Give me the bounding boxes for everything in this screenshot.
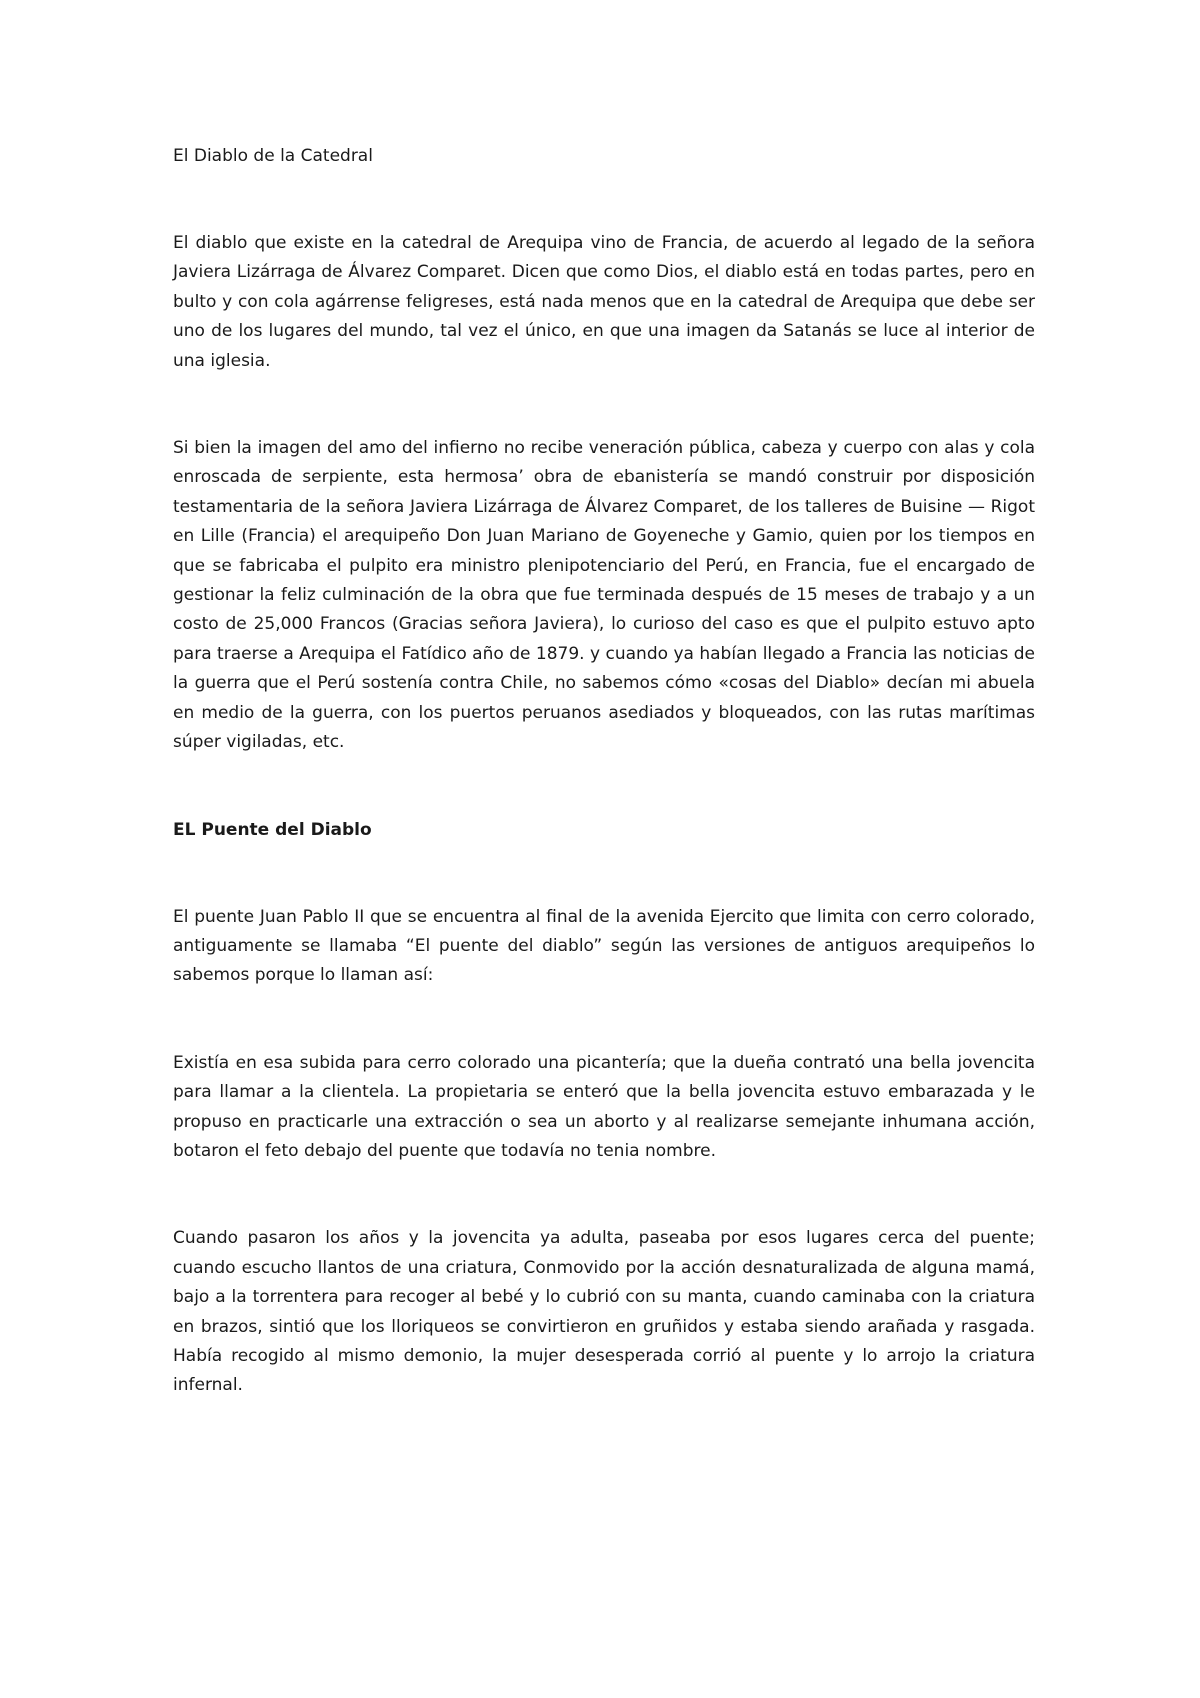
paragraph-cathedral-origin: El diablo que existe en la catedral de Arequipa vino de Francia, de acuerdo al legado de la señora Javiera Lizárraga de Álvarez Comparet. Dicen que como Dios, el diablo está en todas partes, pero en bulto y con cola agárrense feligreses, está nada menos que en la catedral de Arequipa que debe ser uno de los lugares del mundo, tal vez el único, en que una imagen da Satanás se luce al interior de una iglesia. <box>173 233 1035 371</box>
spacer <box>173 991 1035 1049</box>
paragraph-bridge-ending: Cuando pasaron los años y la jovencita ya adulta, paseaba por esos lugares cerca del puente; cuando escucho llantos de una criatura, Conmovido por la acción desnaturalizada de alguna mamá, bajo a la torrentera para recoger al bebé y lo cubrió con su manta, cuando caminaba con la criatura en brazos, sintió que los lloriqueos se convirtieron en gruñidos y estaba siendo arañada y rasgada. Había recogido al mismo demonio, la mujer desesperada corrió al puente y lo arrojo la criatura infernal. <box>173 1228 1035 1396</box>
spacer <box>173 171 1035 229</box>
spacer <box>173 758 1035 816</box>
paragraph-cathedral-history: Si bien la imagen del amo del infierno no recibe veneración pública, cabeza y cuerpo con alas y cola enroscada de serpiente, esta hermosa’ obra de ebanistería se mandó construir por disposición testamentaria de la señora Javiera Lizárraga de Álvarez Comparet, de los talleres de Buisine — Rigot en Lille (Francia) el arequipeño Don Juan Mariano de Goyeneche y Gamio, quien por los tiempos en que se fabricaba el pulpito era ministro plenipotenciario del Perú, en Francia, fue el encargado de gestionar la feliz culminación de la obra que fue terminada después de 15 meses de trabajo y a un costo de 25,000 Francos (Gracias señora Javiera), lo curioso del caso es que el pulpito estuvo apto para traerse a Arequipa el Fatídico año de 1879. y cuando ya habían llegado a Francia las noticias de la guerra que el Perú sostenía contra Chile, no sabemos cómo «cosas del Diablo» decían mi abuela en medio de la guerra, con los puertos peruanos asediados y bloqueados, con las rutas marítimas súper vigiladas, etc. <box>173 438 1035 753</box>
document-title: El Diablo de la Catedral <box>173 146 373 166</box>
spacer <box>173 845 1035 903</box>
paragraph-bridge-intro: El puente Juan Pablo II que se encuentra al final de la avenida Ejercito que limita con cerro colorado, antiguamente se llamaba “El puente del diablo” según las versiones de antiguos arequipeños lo sabemos porque lo llaman así: <box>173 906 1035 986</box>
document-body <box>173 142 1035 1401</box>
paragraph-bridge-story: Existía en esa subida para cerro colorado una picantería; que la dueña contrató una bella jovencita para llamar a la clientela. La propietaria se enteró que la bella jovencita estuvo embarazada y le propuso en practicarle una extracción o sea un aborto y al realizarse semejante inhumana acción, botaron el feto debajo del puente que todavía no tenia nombre. <box>173 1052 1035 1161</box>
section-subtitle: EL Puente del Diablo <box>173 819 372 840</box>
spacer <box>173 1166 1035 1224</box>
spacer <box>173 376 1035 434</box>
